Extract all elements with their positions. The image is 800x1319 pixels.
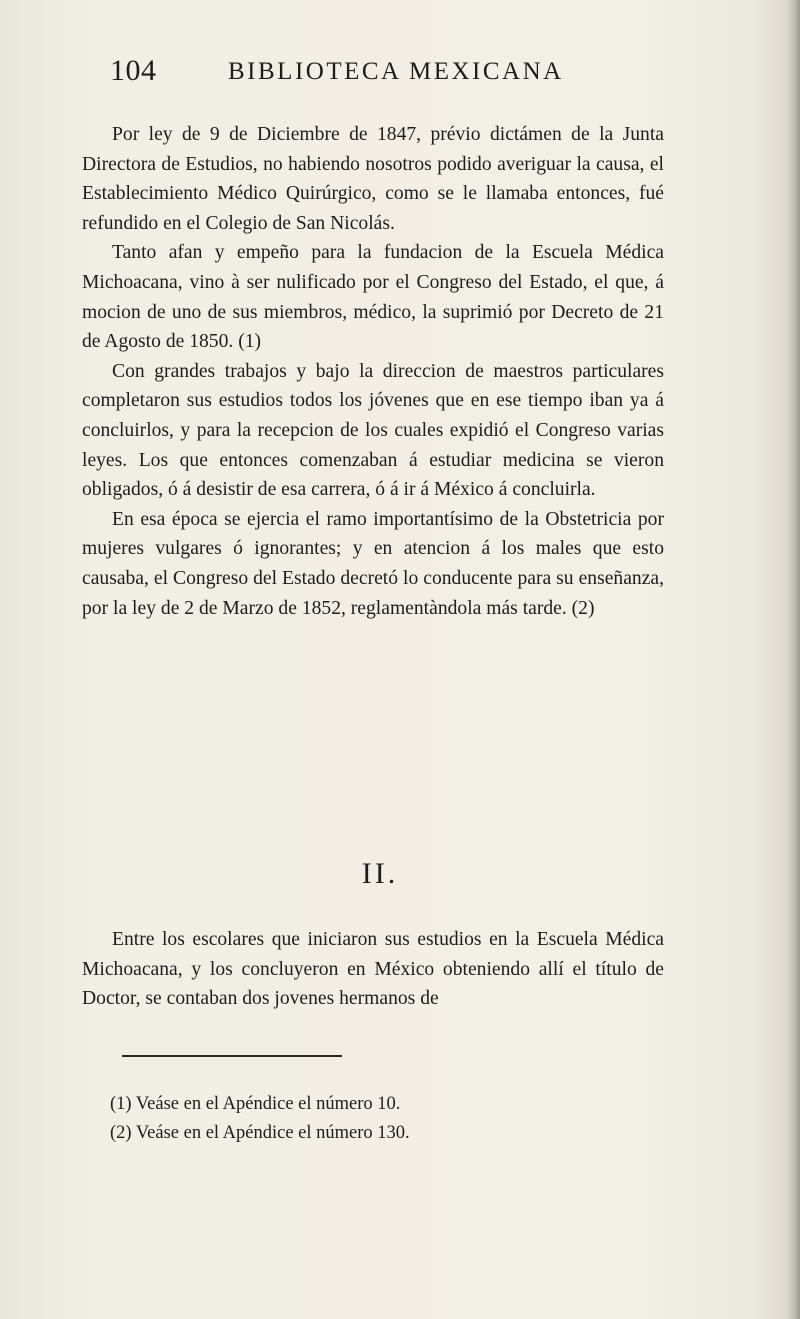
running-title: BIBLIOTECA MEXICANA [228, 58, 564, 85]
paragraph: Con grandes trabajos y bajo la direccion de maestros particulares completaron sus estudios todos los jóvenes que en ese tiempo iban ya á concluirlos, y para la recepcion de los cuales expidió el Congreso varias leyes. Los que entonces comenzaban á estudiar medicina se vieron obligados, ó á desistir de esa carrera, ó á ir á México á concluirla. [82, 360, 664, 501]
page-edge-shadow [786, 0, 800, 1319]
section-text [82, 925, 664, 1014]
paragraph: Entre los escolares que iniciaron sus estudios en la Escuela Médica Michoacana, y los concluyeron en México obteniendo allí el título de Doctor, se contaban dos jovenes hermanos de [82, 929, 664, 1010]
footnote-divider [122, 1055, 342, 1057]
main-text [82, 120, 664, 623]
section-heading: II. [361, 857, 399, 890]
footnote: (1) Veáse en el Apéndice el número 10. [110, 1094, 401, 1114]
footnotes [110, 1090, 630, 1148]
footnote: (2) Veáse en el Apéndice el número 130. [110, 1123, 410, 1143]
paragraph: Por ley de 9 de Diciembre de 1847, prévio dictámen de la Junta Directora de Estudios, no habiendo nosotros podido averiguar la causa, el Establecimiento Médico Quirúrgico, como se le llamaba entonces, fué refundido en el Colegio de San Nicolás. [82, 124, 664, 234]
paragraph: En esa época se ejercia el ramo importantísimo de la Obstetricia por mujeres vulgares ó ignorantes; y en atencion á los males que esto causaba, el Congreso del Estado decretó lo conducente para su enseñanza, por la ley de 2 de Marzo de 1852, reglamentàndola más tarde. (2) [82, 508, 664, 619]
page-number: 104 [110, 54, 157, 87]
page-header [110, 54, 710, 94]
paragraph: Tanto afan y empeño para la fundacion de la Escuela Médica Michoacana, vino à ser nulificado por el Congreso del Estado, el que, á mocion de uno de sus miembros, médico, la suprimió por Decreto de 21 de Agosto de 1850. (1) [82, 242, 664, 353]
